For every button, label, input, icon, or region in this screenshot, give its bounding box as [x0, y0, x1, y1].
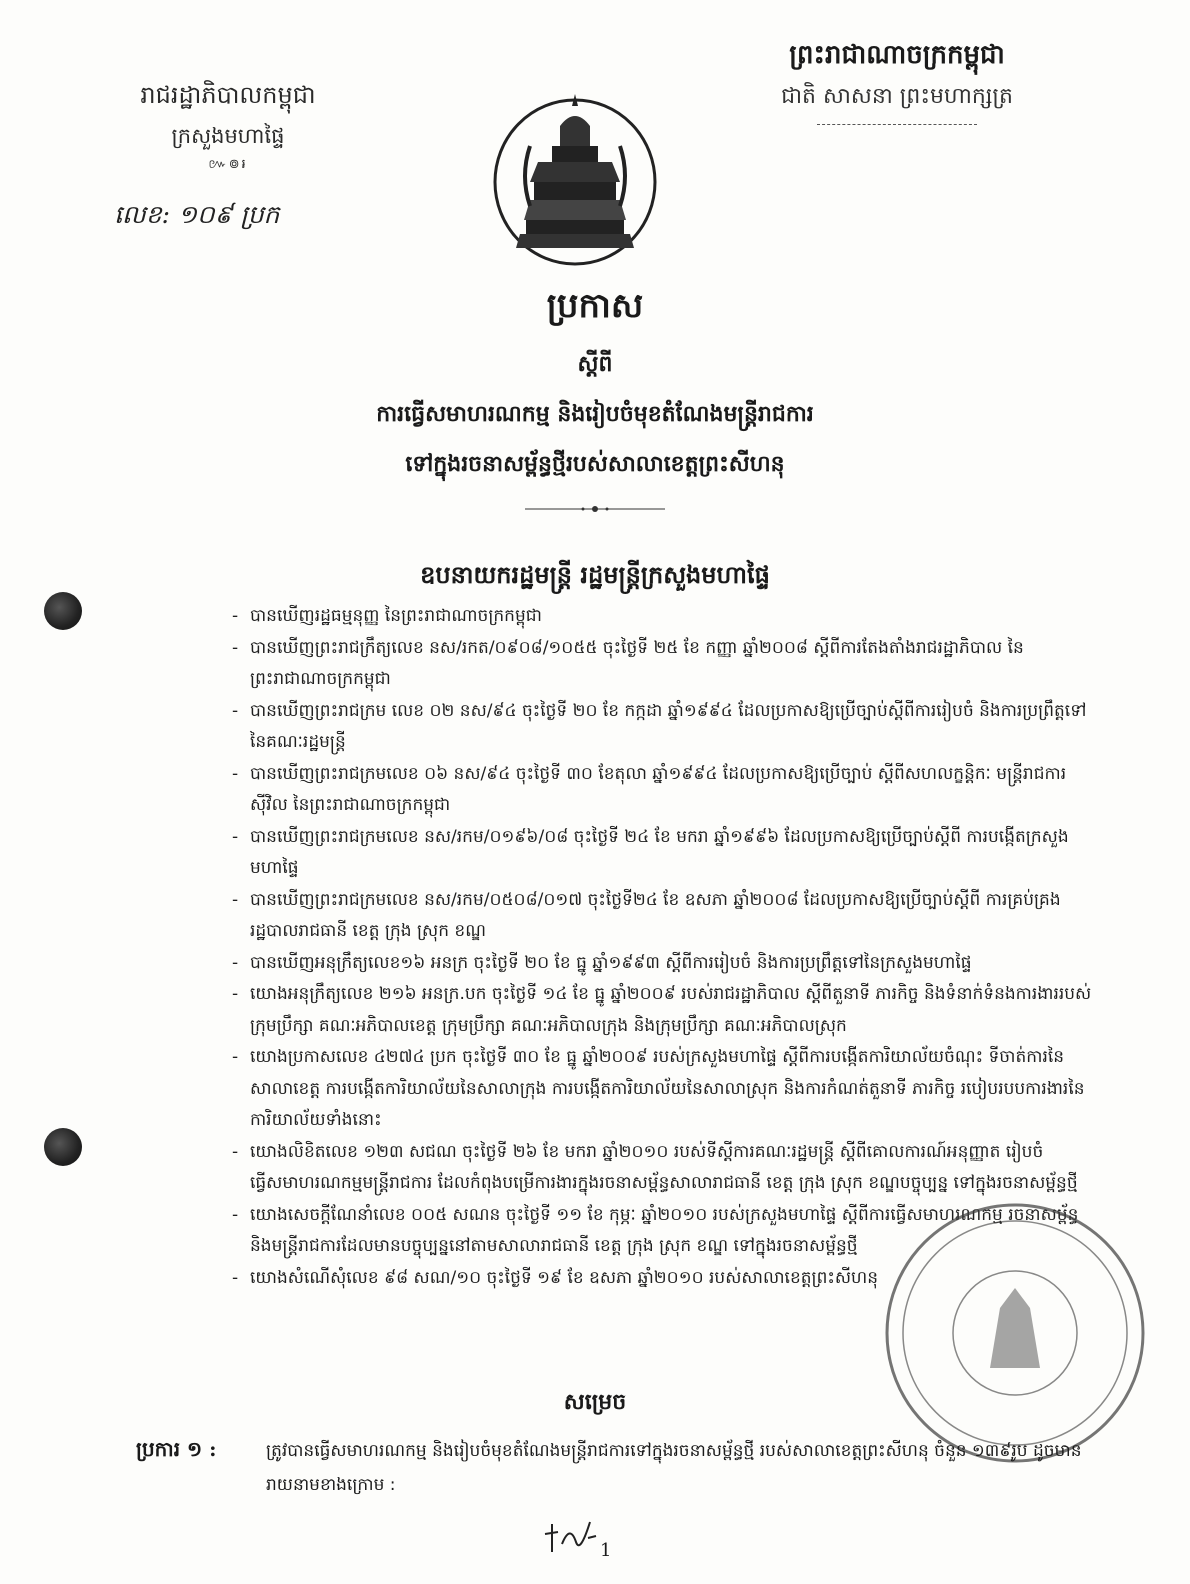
royal-emblem-icon	[490, 86, 660, 266]
reference-number: លេខ: ១០៩ ប្រក	[114, 200, 280, 229]
government-name: រាជរដ្ឋាភិបាលកម្ពុជា	[140, 81, 316, 109]
preamble-list	[228, 601, 1096, 1294]
ministry-name: ក្រសួងមហាផ្ទៃ	[171, 124, 285, 148]
preamble-item: - យោងប្រកាសលេខ ៤២៧៤ ប្រក ចុះថ្ងៃទី ៣០ ខែ ធ្នូ ឆ្នាំ២០០៩ របស់ក្រសួងមហាផ្ទៃ ស្តីពីការបង្កើតការិយាល័យចំណុះ ទីចាត់ការនៃសាលាខេត្ត ការបង្កើតការិយាល័យនៃសាលាក្រុង ការបង្កើតការិយាល័យនៃសាលាស្រុក និងការកំណត់តួនាទី ភារកិច្ច របៀបរបបការងារនៃការិយាល័យទាំងនោះ	[228, 1042, 1096, 1137]
preamble-item: - យោងលិខិតលេខ ១២៣ សជណ ចុះថ្ងៃទី ២៦ ខែ មករា ឆ្នាំ២០១០ របស់ទីស្តីការគណៈរដ្ឋមន្ត្រី ស្តីពីគោលការណ៍អនុញ្ញាត រៀបចំធ្វើសមាហរណកម្មមន្ត្រីរាជការ ដែលកំពុងបម្រើការងារក្នុងរចនាសម្ព័ន្ធសាលារាជធានី ខេត្ត ក្រុង ស្រុក ខណ្ឌបច្ចុប្បន្ន ទៅក្នុងរចនាសម្ព័ន្ធថ្មី	[228, 1137, 1096, 1200]
title-divider	[525, 505, 665, 513]
issuer-heading: ឧបនាយករដ្ឋមន្ត្រី រដ្ឋមន្ត្រីក្រសួងមហាផ្ទៃ	[420, 560, 770, 589]
punch-hole-top	[44, 592, 82, 630]
preamble-item: - យោងសេចក្តីណែនាំលេខ ០០៥ សណន ចុះថ្ងៃទី ១១ ខែ កុម្ភៈ ឆ្នាំ២០១០ របស់ក្រសួងមហាផ្ទៃ ស្តីពីការធ្វើសមាហរណកម្ម រចនាសម្ព័ន្ធ និងមន្ត្រីរាជការដែលមានបច្ចុប្បន្ននៅតាមសាលារាជធានី ខេត្ត ក្រុង ស្រុក ខណ្ឌ ទៅក្នុងរចនាសម្ព័ន្ធថ្មី	[228, 1200, 1096, 1263]
regarding-label: ស្តីពី	[577, 351, 613, 377]
punch-hole-bottom	[44, 1128, 82, 1166]
decision-heading: សម្រេច	[563, 1389, 627, 1415]
preamble-item: - យោងសំណើសុំលេខ ៩៨ សណ/១០ ចុះថ្ងៃទី ១៩ ខែ ឧសភា ឆ្នាំ២០១០ របស់សាលាខេត្តព្រះសីហនុ	[228, 1263, 1096, 1295]
article-1-label: ប្រការ ១ :	[136, 1437, 217, 1461]
preamble-item: - បានឃើញរដ្ឋធម្មនុញ្ញ នៃព្រះរាជាណាចក្រកម្ពុជា	[228, 601, 1096, 633]
official-seal-icon	[880, 1198, 1150, 1468]
kingdom-header	[752, 38, 1042, 125]
subject-line-1: ការធ្វើសមាហរណកម្ម និងរៀបចំមុខតំណែងមន្ត្រីរាជការ	[376, 401, 814, 427]
preamble-item: - យោងអនុក្រឹត្យលេខ ២១៦ អនក្រ.បក ចុះថ្ងៃទី ១៤ ខែ ធ្នូ ឆ្នាំ២០០៩ របស់រាជរដ្ឋាភិបាល ស្តីពីតួនាទី ភារកិច្ច និងទំនាក់ទំនងការងាររបស់ក្រុមប្រឹក្សា គណៈអភិបាលខេត្ត ក្រុមប្រឹក្សា គណៈអភិបាលក្រុង និងក្រុមប្រឹក្សា គណៈអភិបាលស្រុក	[228, 979, 1096, 1042]
preamble-item: - បានឃើញព្រះរាជក្រមលេខ នស/រកម/០៥០៨/០១៧ ចុះថ្ងៃទី២៤ ខែ ឧសភា ឆ្នាំ២០០៨ ដែលប្រកាសឱ្យប្រើច្បាប់ស្តីពី ការគ្រប់គ្រងរដ្ឋបាលរាជធានី ខេត្ត ក្រុង ស្រុក ខណ្ឌ	[228, 885, 1096, 948]
national-motto: ជាតិ សាសនា ព្រះមហាក្សត្រ	[781, 84, 1013, 109]
preamble-item: - បានឃើញព្រះរាជក្រមលេខ ០៦ នស/៩៤ ចុះថ្ងៃទី ៣០ ខែតុលា ឆ្នាំ១៩៩៤ ដែលប្រកាសឱ្យប្រើច្បាប់ ស្តីពីសហលក្ខន្តិកៈ មន្ត្រីរាជការស៊ីវិល នៃព្រះរាជាណាចក្រកម្ពុជា	[228, 759, 1096, 822]
article-1-text: ត្រូវបានធ្វើសមាហរណកម្ម និងរៀបចំមុខតំណែងមន្ត្រីរាជការទៅក្នុងរចនាសម្ព័ន្ធថ្មី របស់សាលាខេត្តព្រះសីហនុ ចំនួន ១៣៩រូប ដូចមានរាយនាមខាងក្រោម :	[266, 1441, 1082, 1495]
document-title: ប្រកាស	[546, 286, 644, 326]
ministry-ornament: ៚៙៛	[208, 157, 248, 172]
page-number: 1	[600, 1540, 612, 1561]
subject-line-2: ទៅក្នុងរចនាសម្ព័ន្ធថ្មីរបស់សាលាខេត្តព្រះសីហនុ	[405, 451, 785, 477]
preamble-item: - បានឃើញព្រះរាជក្រម លេខ ០២ នស/៩៤ ចុះថ្ងៃទី ២០ ខែ កក្កដា ឆ្នាំ១៩៩៤ ដែលប្រកាសឱ្យប្រើច្បាប់ស្តីពីការរៀបចំ និងការប្រព្រឹត្តទៅ នៃគណៈរដ្ឋមន្ត្រី	[228, 696, 1096, 759]
motto-divider	[817, 124, 977, 125]
kingdom-name: ព្រះរាជាណាចក្រកម្ពុជា	[789, 40, 1005, 70]
preamble-item: - បានឃើញព្រះរាជក្រឹត្យលេខ នស/រកត/០៩០៨/១០៥៥ ចុះថ្ងៃទី ២៥ ខែ កញ្ញា ឆ្នាំ២០០៨ ស្តីពីការតែងតាំងរាជរដ្ឋាភិបាល នៃព្រះរាជាណាចក្រកម្ពុជា	[228, 633, 1096, 696]
ministry-header	[108, 80, 348, 175]
preamble-item: - បានឃើញព្រះរាជក្រមលេខ នស/រកម/០១៩៦/០៨ ចុះថ្ងៃទី ២៤ ខែ មករា ឆ្នាំ១៩៩៦ ដែលប្រកាសឱ្យប្រើច្បាប់ស្តីពី ការបង្កើតក្រសួងមហាផ្ទៃ	[228, 822, 1096, 885]
preamble-item: - បានឃើញអនុក្រឹត្យលេខ១៦ អនក្រ ចុះថ្ងៃទី ២០ ខែ ធ្នូ ឆ្នាំ១៩៩៣ ស្តីពីការរៀបចំ និងការប្រព្រឹត្តទៅនៃក្រសួងមហាផ្ទៃ	[228, 948, 1096, 980]
